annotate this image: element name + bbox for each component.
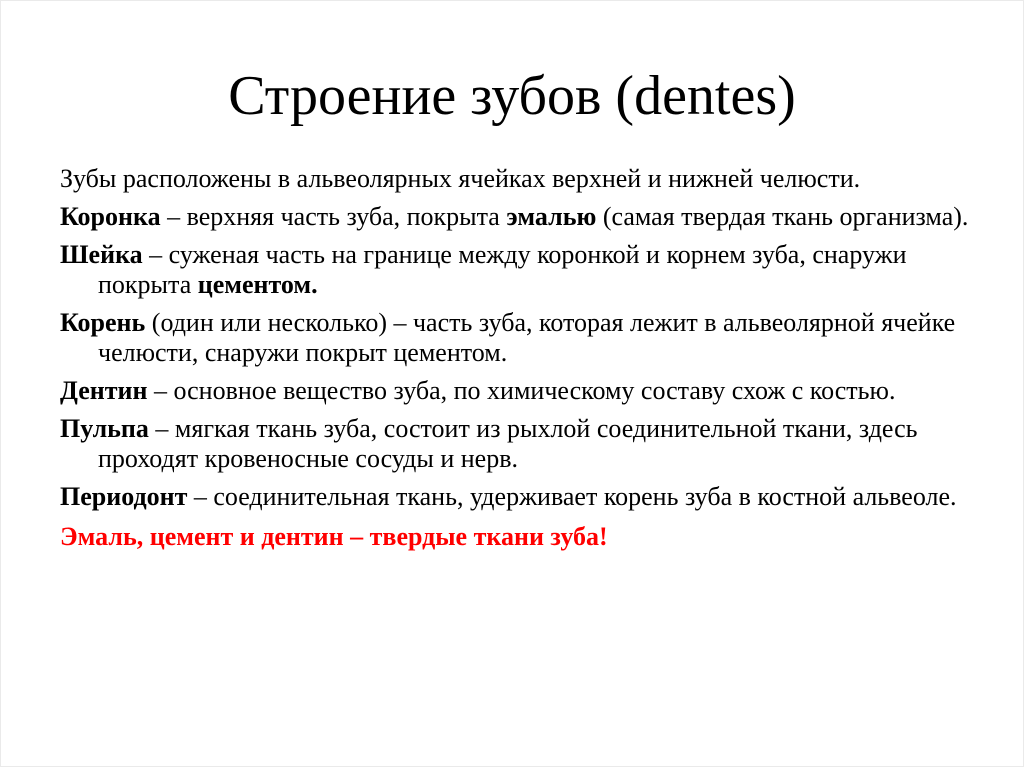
paragraph-teeth-location [60, 164, 970, 194]
paragraph-periodontium [60, 482, 970, 512]
term-bold: цементом. [197, 270, 318, 299]
paragraph-neck [60, 240, 970, 300]
term-bold: Корень [60, 308, 146, 337]
text-segment: – соединительная ткань, удерживает корень зуба в костной альвеоле. [187, 482, 957, 511]
text-segment: (самая твердая ткань организма). [596, 202, 969, 231]
paragraph-dentin [60, 376, 970, 406]
term-bold: эмалью [506, 202, 597, 231]
slide-title: Строение зубов (dentes) [228, 65, 796, 127]
text-segment: – основное вещество зуба, по химическому составу схож с костью. [147, 376, 896, 405]
term-bold: Коронка [60, 202, 161, 231]
term-bold: Периодонт [60, 482, 188, 511]
term-bold: Пульпа [60, 414, 149, 443]
text-segment: – верхняя часть зуба, покрыта [160, 202, 507, 231]
paragraph-root [60, 308, 970, 368]
paragraph-pulp [60, 414, 970, 474]
paragraph-crown [60, 202, 970, 232]
text-segment: Зубы расположены в альвеолярных ячейках верхней и нижней челюсти. [60, 164, 861, 193]
term-bold: Дентин [60, 376, 148, 405]
term-bold: Шейка [60, 240, 143, 269]
slide-body [60, 164, 970, 560]
text-segment: (один или несколько) – часть зуба, которая лежит в альвеолярной ячейке челюсти, снаружи покрыт цементом. [98, 308, 956, 367]
conclusion-text: Эмаль, цемент и дентин – твердые ткани зуба! [60, 522, 608, 551]
text-segment: – мягкая ткань зуба, состоит из рыхлой соединительной ткани, здесь проходят кровеносные сосуды и нерв. [98, 414, 918, 473]
text-segment: – суженая часть на границе между коронкой и корнем зуба, снаружи покрыта [98, 240, 907, 299]
